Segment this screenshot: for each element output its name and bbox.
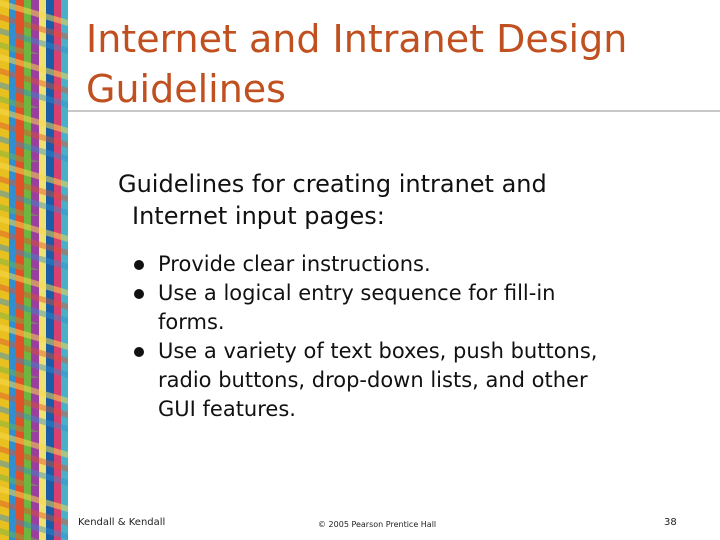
footer-copyright: © 2005 Pearson Prentice Hall: [318, 520, 437, 529]
bullet-dot-icon: [134, 260, 144, 270]
intro-line: Guidelines for creating intranet and: [118, 170, 547, 198]
bullet-line: Use a variety of text boxes, push buttons,: [158, 339, 598, 363]
footer-author: Kendall & Kendall: [78, 517, 166, 528]
bullet-line: Use a logical entry sequence for fill-in: [158, 281, 556, 305]
slide-title: [86, 14, 706, 114]
bullet-item: [130, 279, 690, 337]
bullet-item: [130, 337, 690, 424]
bullet-list: [130, 250, 690, 424]
slide-title-line: Guidelines: [86, 67, 286, 111]
bullet-line: radio buttons, drop-down lists, and other: [158, 368, 588, 392]
bullet-item: [130, 250, 690, 279]
bullet-dot-icon: [134, 289, 144, 299]
footer-page-number: 38: [664, 517, 677, 528]
intro-line: Internet input pages:: [132, 202, 385, 230]
woven-fabric-graphic: [0, 0, 68, 540]
woven-fabric-border: [0, 0, 68, 540]
intro-text: [118, 168, 678, 232]
bullet-line: GUI features.: [158, 397, 296, 421]
slide-title-line: Internet and Intranet Design: [86, 17, 628, 61]
bullet-line: Provide clear instructions.: [158, 252, 431, 276]
bullet-line: forms.: [158, 310, 225, 334]
bullet-dot-icon: [134, 347, 144, 357]
